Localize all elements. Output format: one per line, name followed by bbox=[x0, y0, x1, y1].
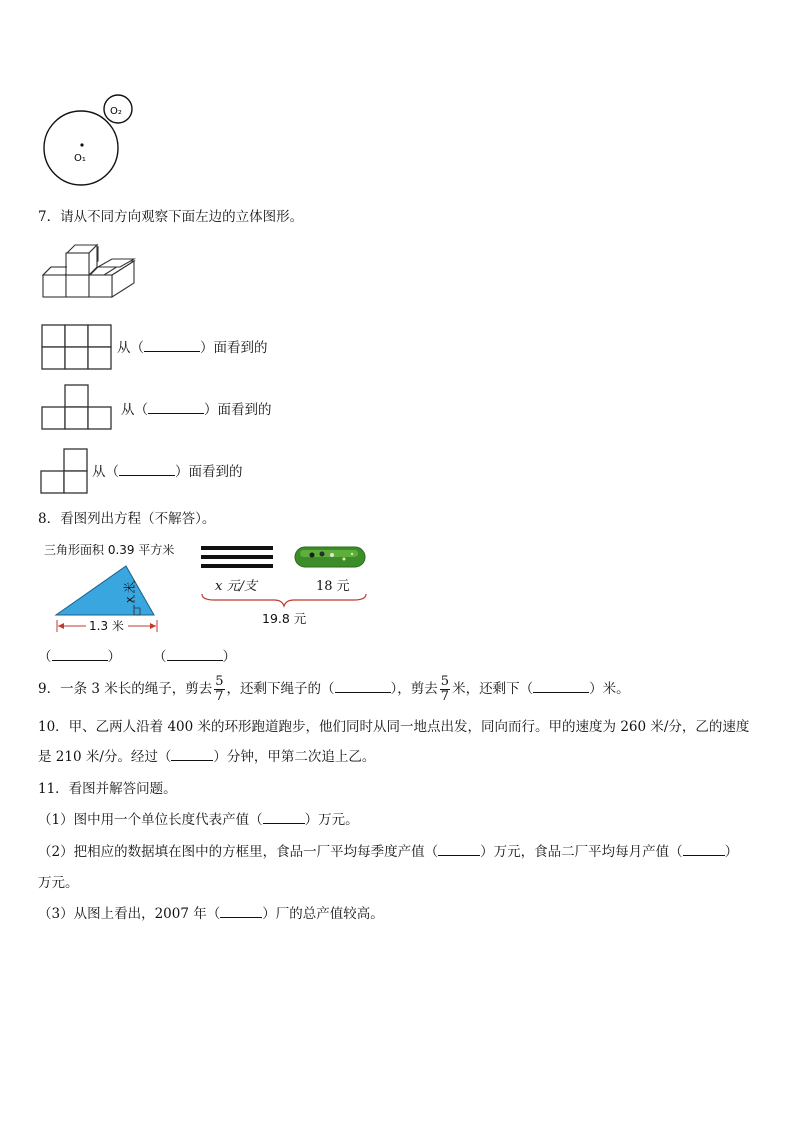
height-label: x 米 bbox=[123, 581, 136, 603]
q8-answer-1-blank[interactable] bbox=[52, 648, 108, 661]
q11-sub2-blank-2[interactable] bbox=[683, 843, 725, 856]
q8-answer-2: （ ） bbox=[153, 649, 236, 665]
q8-answer-2-blank[interactable] bbox=[167, 648, 223, 661]
total-brace bbox=[200, 592, 368, 608]
total-label: 19.8 元 bbox=[262, 611, 307, 626]
pens-figure bbox=[200, 543, 276, 571]
triangle-area-label: 三角形面积 0.39 平方米 bbox=[44, 543, 175, 557]
circles-figure bbox=[38, 92, 138, 192]
q9-answer-2-blank[interactable] bbox=[533, 680, 589, 693]
view-1-caption: 从（ ）面看到的 bbox=[117, 340, 268, 356]
circle-o1 bbox=[44, 111, 118, 185]
pencil-case-figure bbox=[294, 545, 366, 569]
view-2-figure bbox=[41, 384, 113, 430]
pen-price-label: x 元/支 bbox=[215, 579, 257, 594]
view-3-caption: 从（ ）面看到的 bbox=[92, 464, 243, 480]
q10-answer-blank[interactable] bbox=[171, 748, 213, 761]
view-3-figure bbox=[40, 448, 90, 495]
view-1-figure bbox=[41, 324, 113, 370]
q9-answer-1-blank[interactable] bbox=[335, 680, 391, 693]
view-1-answer-blank[interactable] bbox=[144, 339, 200, 352]
q10-line-1: 10．甲、乙两人沿着 400 米的环形跑道跑步，他们同时从同一地点出发，同向而行。甲的速度为 260 米/分，乙的速度 bbox=[38, 719, 750, 735]
cube-solid-figure bbox=[40, 241, 136, 299]
q11-sub1-blank[interactable] bbox=[263, 811, 305, 824]
q11-sub2-blank-1[interactable] bbox=[438, 843, 480, 856]
q7-text: 7．请从不同方向观察下面左边的立体图形。 bbox=[38, 209, 304, 225]
label-o1: O₁ bbox=[74, 153, 86, 164]
q11-title: 11．看图并解答问题。 bbox=[38, 781, 177, 797]
triangle-figure bbox=[42, 560, 182, 635]
q9-fraction-1: $\frac{5}{7}$ bbox=[215, 674, 224, 704]
q11-sub-3: （3）从图上看出，2007 年（ ）厂的总产值较高。 bbox=[38, 906, 384, 922]
center-o1-dot bbox=[80, 143, 83, 146]
q8-text: 8．看图列出方程（不解答）。 bbox=[38, 511, 216, 527]
case-price-label: 18 元 bbox=[316, 579, 350, 594]
q8-answer-1: （ ） bbox=[38, 649, 121, 665]
q11-sub-1: （1）图中用一个单位长度代表产值（ ）万元。 bbox=[38, 812, 359, 828]
q11-sub-2-cont: 万元。 bbox=[38, 875, 79, 891]
view-2-caption: 从（ ）面看到的 bbox=[121, 402, 272, 418]
q10-line-2: 是 210 米/分。经过（ ）分钟，甲第二次追上乙。 bbox=[38, 749, 376, 765]
base-label: 1.3 米 bbox=[89, 619, 124, 633]
q9-text: 9．一条 3 米长的绳子，剪去 $\frac{5}{7}$ ，还剩下绳子的（ ），剪去 $\frac{5}{7}$ 米，还剩下（ ）米。 bbox=[38, 674, 630, 704]
q11-sub3-blank[interactable] bbox=[220, 905, 262, 918]
q9-fraction-2: $\frac{5}{7}$ bbox=[440, 674, 450, 704]
label-o2: O₂ bbox=[110, 106, 122, 117]
q11-sub-2: （2）把相应的数据填在图中的方框里，食品一厂平均每季度产值（ ）万元，食品二厂平均每月产值（ ） bbox=[38, 844, 739, 860]
view-2-answer-blank[interactable] bbox=[148, 401, 204, 414]
view-3-answer-blank[interactable] bbox=[119, 463, 175, 476]
